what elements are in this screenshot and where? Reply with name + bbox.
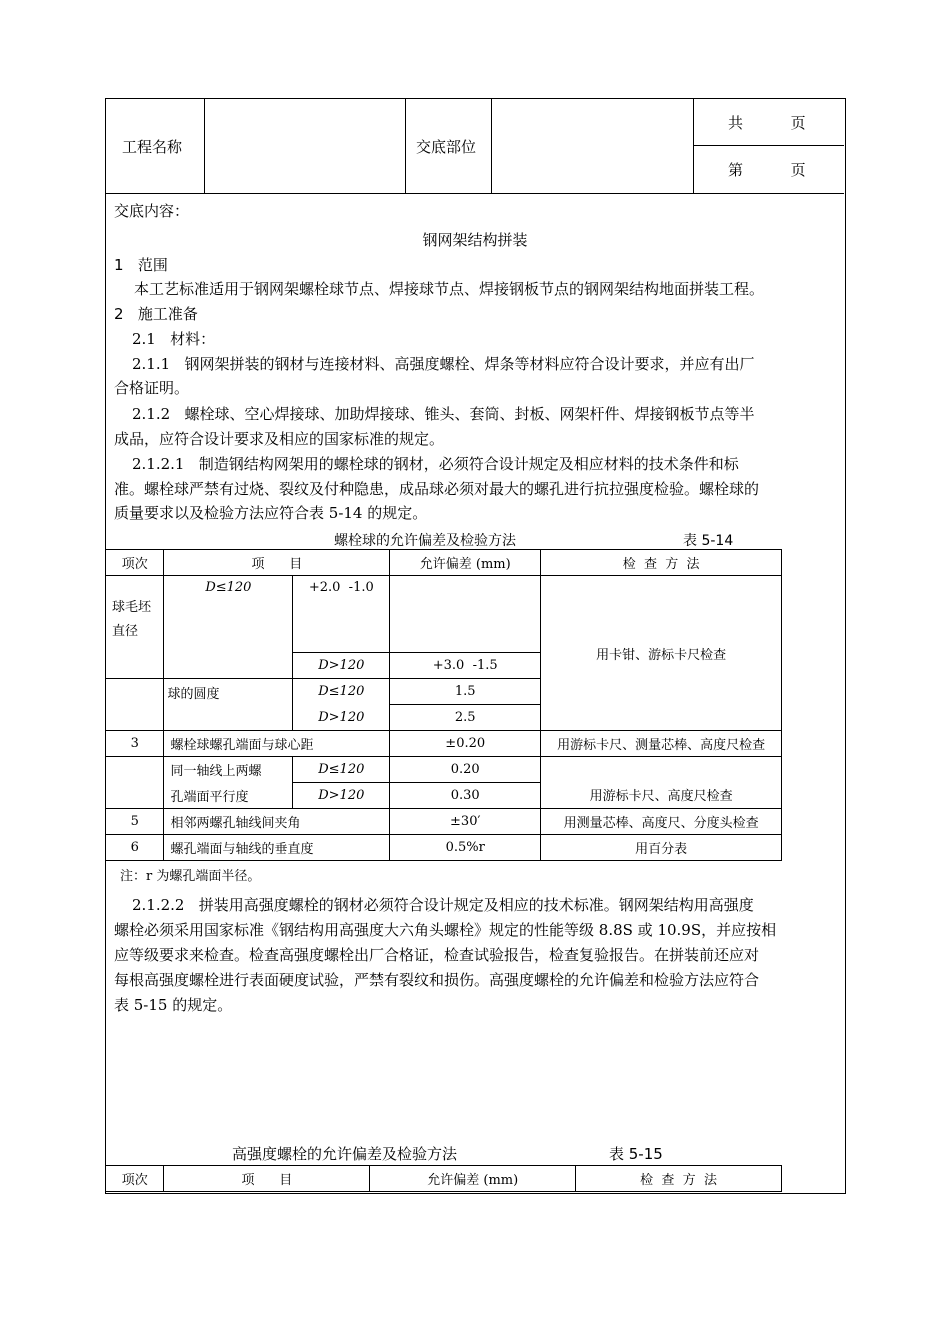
row1-tol2: +3.0 -1.5 [390, 653, 541, 679]
row4-sub1: D≤120 [293, 757, 390, 783]
section-2-1-2-1-line1: 2.1.2.1 制造钢结构网架用的螺栓球的钢材，必须符合设计规定及相应材料的技术条件和标 [132, 455, 739, 473]
row6-tol: 0.5%r [390, 835, 541, 861]
total-pages: 共 页 [728, 114, 806, 132]
header-table [106, 99, 844, 194]
row4-method: 用游标卡尺、高度尺检查 [541, 757, 782, 809]
row4-tol2: 0.30 [390, 783, 541, 809]
project-name-label: 工程名称 [122, 138, 183, 156]
section-1-text: 本工艺标准适用于钢网架螺栓球节点、焊接球节点、焊接钢板节点的钢网架结构地面拼装工程。 [134, 280, 765, 298]
row1-tol-empty [390, 576, 541, 653]
row4-tol1: 0.20 [390, 757, 541, 783]
table-5-15-caption: 高强度螺栓的允许偏差及检验方法 [232, 1145, 458, 1163]
row2-tol2: 2.5 [390, 705, 541, 731]
page-number: 第 页 [728, 161, 806, 179]
section-2-1-1-line2: 合格证明。 [114, 379, 190, 397]
row3-method: 用游标卡尺、测量芯棒、高度尺检查 [541, 731, 782, 757]
row5-item: 相邻两螺孔轴线间夹角 [164, 809, 390, 835]
section-2-1-2-1-line3: 质量要求以及检验方法应符合表 5-14 的规定。 [114, 504, 428, 522]
section-2-1-2-1-line2: 准。螺栓球严禁有过烧、裂纹及付种隐患，成品球必须对最大的螺孔进行抗拉强度检验。螺栓球的 [114, 480, 760, 498]
table-5-15 [106, 1165, 782, 1192]
table-5-14-number: 表 5-14 [683, 533, 734, 549]
section-2-1-2-2-line5: 表 5-15 的规定。 [114, 996, 233, 1014]
section-2-1: 2.1 材料： [132, 330, 216, 348]
handover-part-label: 交底部位 [416, 138, 477, 156]
section-2-1-2-2-line3: 应等级要求来检查。检查高强度螺栓出厂合格证，检查试验报告，检查复验报告。在拼装前还应对 [114, 946, 760, 964]
row4-item-line2: 孔端面平行度 [164, 783, 293, 809]
row4-item-line1: 同一轴线上两螺 [164, 757, 293, 783]
row1-item: 球毛坯直径 [106, 576, 164, 679]
row2-tol1: 1.5 [390, 679, 541, 705]
row4-sub2: D>120 [293, 783, 390, 809]
t2-header-no: 项次 [106, 1166, 164, 1192]
table-5-14-caption: 螺栓球的允许偏差及检验方法 [334, 533, 516, 549]
row5-method: 用测量芯棒、高度尺、分度头检查 [541, 809, 782, 835]
table-row [106, 835, 782, 861]
row4-no [106, 757, 164, 809]
row1-sub1: D≤120 [164, 576, 293, 679]
content-label: 交底内容： [114, 202, 190, 220]
table-row [106, 576, 782, 653]
section-2-1-1-line1: 2.1.1 钢网架拼装的钢材与连接材料、高强度螺栓、焊条等材料应符合设计要求，并应有出厂 [132, 355, 755, 373]
row5-no: 5 [106, 809, 164, 835]
row1-tol1: +2.0 -1.0 [293, 576, 390, 653]
row1-method: 用卡钳、游标卡尺检查 [541, 576, 782, 731]
section-2-1-2-2-line2: 螺栓必须采用国家标准《钢结构用高强度大六角头螺栓》规定的性能等级 8.8S 或 10.9S，并应按相 [114, 921, 777, 939]
t2-header-tolerance: 允许偏差 (mm) [370, 1166, 576, 1192]
row6-method: 用百分表 [541, 835, 782, 861]
section-1-title: 1 范围 [114, 256, 168, 274]
section-2-title: 2 施工准备 [114, 305, 198, 323]
row1-sub2: D>120 [293, 653, 390, 679]
table-row [106, 731, 782, 757]
section-2-1-2-2-line4: 每根高强度螺栓进行表面硬度试验，严禁有裂纹和损伤。高强度螺栓的允许偏差和检验方法应符合 [114, 971, 760, 989]
header-tolerance: 允许偏差 (mm) [390, 550, 541, 576]
table-header-row [106, 1166, 782, 1192]
row2-item: 球的圆度 [164, 679, 293, 731]
row3-tol: ±0.20 [390, 731, 541, 757]
row3-no: 3 [106, 731, 164, 757]
table-note: 注：r 为螺孔端面半径。 [120, 869, 261, 884]
doc-title: 钢网架结构拼装 [422, 231, 528, 249]
header-no: 项次 [106, 550, 164, 576]
section-2-1-2-line1: 2.1.2 螺栓球、空心焊接球、加助焊接球、锥头、套筒、封板、网架杆件、焊接钢板节点等半 [132, 405, 755, 423]
row3-item: 螺栓球螺孔端面与球心距 [164, 731, 390, 757]
table-row [106, 809, 782, 835]
section-2-1-2-line2: 成品，应符合设计要求及相应的国家标准的规定。 [114, 430, 445, 448]
table-5-15-number: 表 5-15 [609, 1145, 663, 1163]
header-item: 项 目 [164, 550, 390, 576]
section-2-1-2-2-line1: 2.1.2.2 拼装用高强度螺栓的钢材必须符合设计规定及相应的技术标准。钢网架结构用高强度 [132, 896, 754, 914]
table-header-row [106, 550, 782, 576]
t2-header-item: 项 目 [164, 1166, 370, 1192]
row2-no [106, 679, 164, 731]
table-row [106, 757, 782, 783]
table-5-14 [106, 549, 782, 861]
document-frame [105, 98, 846, 1194]
row6-no: 6 [106, 835, 164, 861]
row2-sub2: D>120 [293, 705, 390, 731]
row5-tol: ±30′ [390, 809, 541, 835]
row6-item: 螺孔端面与轴线的垂直度 [164, 835, 390, 861]
header-method: 检 查 方 法 [541, 550, 782, 576]
t2-header-method: 检 查 方 法 [576, 1166, 782, 1192]
row2-sub1: D≤120 [293, 679, 390, 705]
